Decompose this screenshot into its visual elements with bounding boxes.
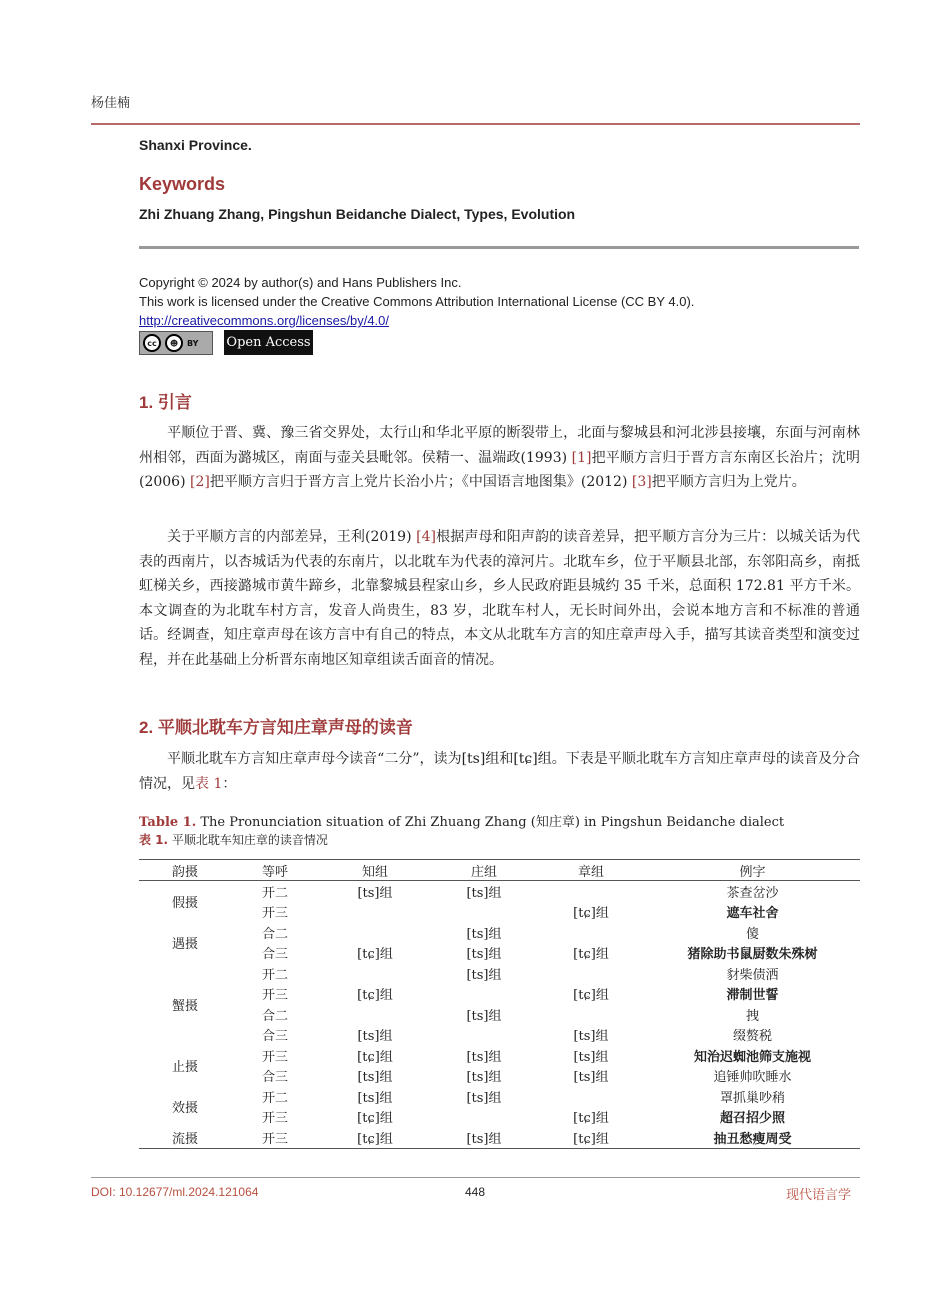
column-header: 章组 [537, 860, 645, 881]
cell-she: 效摄 [171, 1101, 198, 1116]
cell-zhang [537, 1086, 645, 1107]
cell-examples: 傻 [745, 926, 759, 942]
cell-zhang [537, 963, 645, 984]
reference-link-2[interactable]: [2] [190, 474, 210, 490]
cell-examples: 追锤帅吹睡水 [713, 1070, 792, 1086]
column-header: 韵摄 [139, 860, 231, 881]
cell-zhang: [ts]组 [573, 1029, 609, 1045]
cell-examples: 缀赘税 [732, 1029, 772, 1045]
header-rule [91, 123, 860, 125]
license-link[interactable]: http://creativecommons.org/licenses/by/4.0/ [139, 313, 390, 328]
reference-link-1[interactable]: [1] [571, 449, 592, 466]
cell-zhang: [ts]组 [573, 1049, 609, 1065]
cell-zhuang: [ts]组 [466, 1090, 502, 1106]
table-row [139, 1025, 860, 1046]
cell-zhuang: [ts]组 [466, 1049, 502, 1065]
cc-by-license-badge[interactable] [139, 331, 213, 355]
cell-zhuang: [ts]组 [431, 1127, 537, 1148]
table-1-reference-link[interactable]: 表 1 [195, 775, 223, 792]
table-caption-english: Table 1. The Pronunciation situation of Zhi Zhuang Zhang (知庄章) in Pingshun Beidanche dialect [139, 815, 785, 830]
cell-denghu: 开二 [261, 885, 288, 901]
cell-zhuang: [ts]组 [466, 1008, 502, 1024]
cell-zhi [319, 1004, 431, 1025]
table-row [139, 1066, 860, 1087]
cell-she: 假摄 [171, 896, 198, 911]
abstract-end-text: Shanxi Province. [139, 137, 252, 153]
cell-zhi: [tɕ]组 [357, 988, 393, 1004]
cell-zhang: [tɕ]组 [573, 906, 609, 922]
cell-zhuang [431, 1107, 537, 1128]
cell-zhang [537, 922, 645, 943]
table-row [139, 963, 860, 984]
keywords-rule [139, 246, 859, 249]
table-row [139, 943, 860, 964]
keywords-text: Zhi Zhuang Zhang, Pingshun Beidanche Dialect, Types, Evolution [139, 206, 576, 222]
cell-denghu: 开三 [261, 1111, 288, 1127]
cell-denghu: 开二 [261, 1090, 288, 1106]
attribution-person-icon: ☻ [165, 334, 183, 352]
cell-examples: 拽 [745, 1008, 759, 1024]
cell-denghu: 合二 [261, 926, 288, 942]
section-1-heading: 1. 引言 [139, 393, 192, 412]
cell-zhuang: [ts]组 [466, 967, 502, 983]
cell-zhi: [ts]组 [357, 1090, 393, 1106]
table-row [139, 1004, 860, 1025]
cell-denghu: 合三 [261, 1070, 288, 1086]
table-caption-chinese: 表 1. 平顺北耽车知庄章的读音情况 [139, 833, 328, 847]
section-2-heading: 2. 平顺北耽车方言知庄章声母的读音 [139, 718, 413, 737]
footer-doi[interactable]: DOI: 10.12677/ml.2024.121064 [91, 1185, 259, 1199]
cell-zhuang [431, 984, 537, 1005]
cell-zhi: [tɕ]组 [357, 1111, 393, 1127]
cell-zhang: [tɕ]组 [537, 1127, 645, 1148]
cell-examples: 猪除助书鼠厨数朱殊树 [687, 947, 818, 963]
by-label: BY [187, 338, 199, 348]
copyright-block [139, 273, 694, 330]
cell-zhi: [ts]组 [357, 1029, 393, 1045]
cell-zhi [319, 902, 431, 923]
section-1-paragraph-1: 平顺位于晋、冀、豫三省交界处，太行山和华北平原的断裂带上，北面与黎城县和河北涉县接壤，东面与河南林州相邻，西面为潞城区，南面与壶关县毗邻。侯精一、温端政(1993) [1]把平顺方言归于晋方言东南区长治片；沈明(2006) [2]把平顺方言归于晋方言上党片长治小片；《中国语言地图集》(2012) [3]把平顺方言归为上党片。 [139, 425, 860, 490]
cell-zhi: [tɕ]组 [357, 1049, 393, 1065]
cell-examples: 茶查岔沙 [726, 885, 779, 901]
running-header-author: 杨佳楠 [91, 96, 131, 111]
page-number: 448 [465, 1185, 486, 1199]
keywords-heading: Keywords [139, 174, 226, 194]
journal-name: 现代语言学 [786, 1188, 852, 1203]
cell-zhi: [tɕ]组 [357, 947, 393, 963]
table-header-row [139, 860, 860, 881]
cell-examples: 超召招少照 [719, 1111, 785, 1127]
cell-zhang: [tɕ]组 [573, 1111, 609, 1127]
cell-denghu: 开二 [261, 967, 288, 983]
cell-zhi: [tɕ]组 [319, 1127, 431, 1148]
table-row [139, 1107, 860, 1128]
cell-examples: 抽丑愁瘦周受 [645, 1127, 860, 1148]
table-row [139, 902, 860, 923]
cell-denghu: 合三 [261, 1029, 288, 1045]
cell-examples: 豺柴债洒 [726, 967, 779, 983]
column-header: 等呼 [231, 860, 319, 881]
reference-link-4[interactable]: [4] [416, 529, 436, 545]
cell-denghu: 开三 [261, 906, 288, 922]
copyright-line: Copyright © 2024 by author(s) and Hans Publishers Inc. [139, 275, 462, 290]
cell-zhuang: [ts]组 [466, 1070, 502, 1086]
license-line: This work is licensed under the Creative Commons Attribution International License (CC BY 4.0). [139, 294, 695, 309]
cell-zhuang: [ts]组 [466, 947, 502, 963]
cell-she: 遇摄 [171, 937, 198, 952]
cell-zhi [319, 963, 431, 984]
footer-rule [91, 1177, 860, 1178]
cell-she: 蟹摄 [171, 998, 198, 1014]
section-1-paragraph-2: 关于平顺方言的内部差异，王利(2019) [4]根据声母和阳声韵的读音差异，把平顺方言分为三片：以城关话为代表的西南片，以杏城话为代表的东南片，以北耽车为代表的漳河片。北耽车乡，位于平顺县北部，东邻阳高乡，南抵虹梯关乡，西接潞城市黄牛蹄乡，北靠黎城县程家山乡，乡人民政府距县城约 35 千米，总面积 172.81 平方千米。本文调查的为北耽车村方言，发音人尚贵生，83 岁，北耽车村人，无长时间外出，会说本地方言和不标准的普通话。经调查，知庄章声母在该方言中有自己的特点，本文从北耽车方言的知庄章声母入手，描写其读音类型和演变过程，并在此基础上分析晋东南地区知章组读舌面音的情况。 [139, 529, 860, 668]
cell-denghu: 开三 [261, 1049, 288, 1065]
table-row [139, 881, 860, 902]
table-row [139, 1086, 860, 1107]
cell-examples: 罩抓巢吵稍 [719, 1090, 785, 1106]
column-header: 知组 [319, 860, 431, 881]
cell-zhuang [431, 1025, 537, 1046]
cell-denghu: 合二 [261, 1008, 288, 1024]
table-row [139, 1045, 860, 1066]
open-access-badge[interactable]: Open Access [224, 330, 313, 355]
table-row [139, 922, 860, 943]
cell-zhang: [ts]组 [573, 1070, 609, 1086]
cell-zhuang: [ts]组 [466, 885, 502, 901]
cell-examples: 遮车社舍 [726, 906, 779, 922]
pronunciation-table [139, 859, 860, 1149]
cell-examples: 知治迟蜘池筛支施视 [693, 1049, 811, 1065]
cell-she: 流摄 [139, 1127, 231, 1148]
table-row [139, 984, 860, 1005]
cell-zhi [319, 922, 431, 943]
reference-link-3[interactable]: [3] [631, 474, 652, 490]
cell-zhuang [431, 902, 537, 923]
cell-zhang [537, 1004, 645, 1025]
cell-zhang: [tɕ]组 [573, 988, 609, 1004]
section-2-paragraph-1: 平顺北耽车方言知庄章声母今读音“二分”，读为[ts]组和[tɕ]组。下表是平顺北耽车方言知庄章声母的读音及分合情况，见表 1： [139, 751, 860, 792]
cell-she: 止摄 [171, 1060, 198, 1075]
cell-zhi: [ts]组 [357, 885, 393, 901]
cell-examples: 滞制世誓 [726, 988, 779, 1004]
creative-commons-icon: cc [143, 334, 161, 352]
cell-zhuang: [ts]组 [466, 926, 502, 942]
column-header: 庄组 [431, 860, 537, 881]
cell-zhi: [ts]组 [357, 1070, 393, 1086]
cell-denghu: 开三 [231, 1127, 319, 1148]
table-row [139, 1127, 860, 1148]
cell-denghu: 开三 [261, 988, 288, 1004]
cell-denghu: 合三 [261, 947, 288, 963]
cell-zhang: [tɕ]组 [573, 947, 609, 963]
column-header: 例字 [645, 860, 860, 881]
cell-zhang [537, 881, 645, 902]
